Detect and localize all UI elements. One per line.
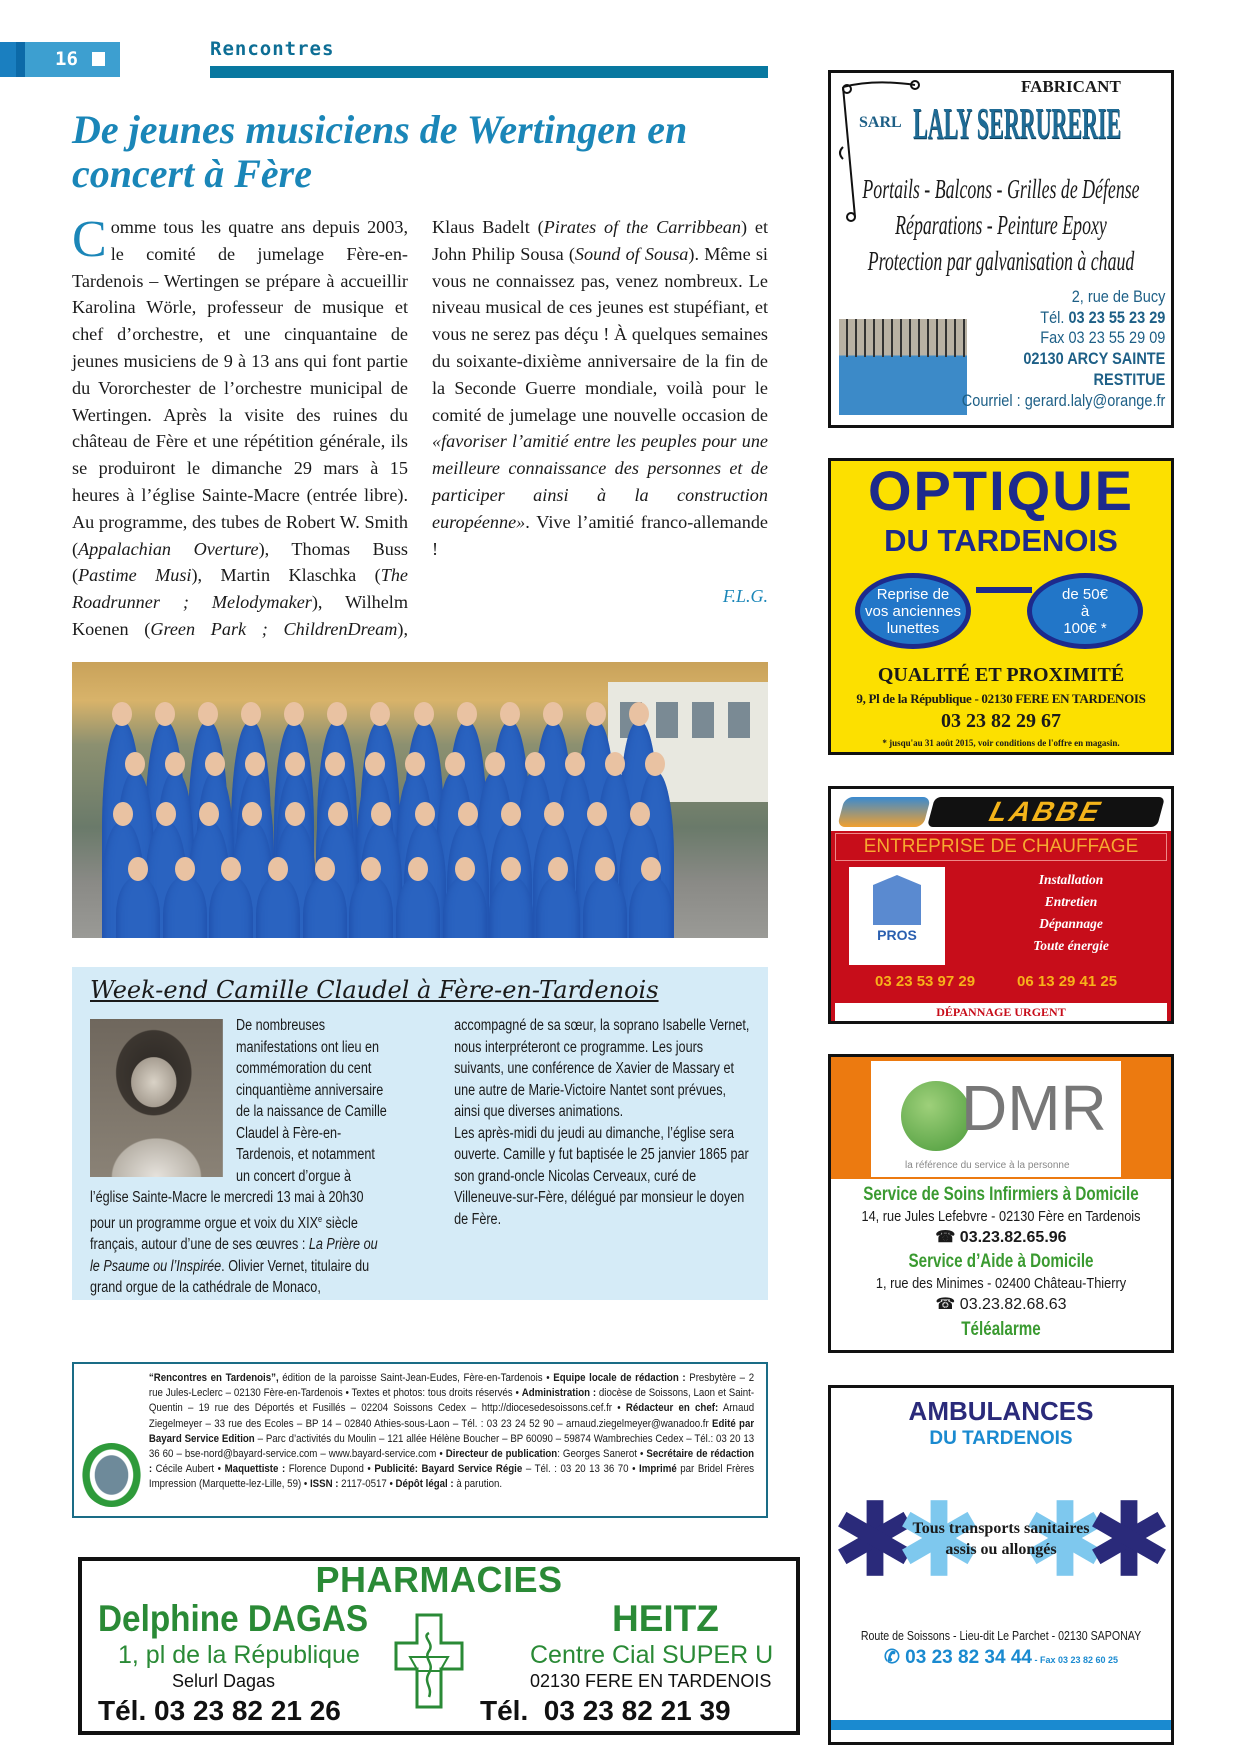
pros-performance-logo: PROS [849, 867, 945, 965]
city: 02130 ARCY SAINTE [1022, 350, 1165, 369]
service-item: Dépannage [1039, 916, 1103, 931]
text-segment: ), Klaus Badelt ( [397, 217, 544, 639]
phone-line [961, 308, 1165, 329]
pharmacy-phone: Tél. 03 23 82 21 26 [98, 1695, 341, 1726]
text-segment: 2117-0517 • [338, 1478, 396, 1491]
musician [536, 877, 580, 938]
text-segment: ), Thomas Buss ( [72, 538, 408, 586]
text-segment: ). Même si vous ne connaissez pas, venez nombreux. Le niveau musical de ces jeunes est stupéfiant, et vous ne serez pas déçu ! À quelques semaines du soixante-dixième anniversaire de la fin de la Seconde Guerre mondiale, voilà pour le comité de jumelage une nouvelle occasion de [432, 243, 768, 425]
tab-stripe [16, 42, 25, 77]
phone-number: 03.23.82.68.63 [959, 1296, 1067, 1313]
text-line: assis ou allongés [945, 1541, 1057, 1558]
pharmacy-name: Delphine DAGAS [98, 1598, 369, 1639]
text-segment: – Tél. : 03 20 13 36 70 • [522, 1463, 640, 1476]
email: Courriel : gerard.laly@orange.fr [961, 391, 1165, 410]
text-segment: Arnaud Ziegelmeyer – 33 rue des Ecoles – BP 14 – 02840 Athies-sous-Laon – Tél. : 03 23 24 52 90 – arnaud.ziegelmeyer@wanadoo.fr [148, 1402, 755, 1430]
ad-title: ENTREPRISE DE CHAUFFAGE [835, 833, 1167, 861]
ad-subtitle: DU TARDENOIS [929, 1428, 1073, 1449]
text-segment: ISSN : [309, 1478, 339, 1491]
service-line: Réparations - Peinture Epoxy [895, 210, 1107, 240]
text-segment: Les après-midi du jeudi au dimanche, l’église sera ouverte. Camille y fut baptisée le 25 janvier 1865 par son grand-oncle Nicolas Cerveaux, curé de Villeneuve-sur-Fère, délégué par monsieur le doyen de Fère. [454, 1124, 749, 1228]
text-segment: siècle français, autour d’une de ses œuvres : [90, 1214, 358, 1254]
phone: 03 23 53 97 29 [875, 973, 976, 990]
sarl-label: SARL [859, 114, 902, 131]
labbe-chauffage-ad [828, 786, 1174, 1024]
service-line: Portails - Balcons - Grilles de Défense [862, 174, 1140, 204]
fax: Fax 03 23 55 29 09 [1039, 329, 1165, 348]
admr-ad [828, 1054, 1174, 1353]
phone-icon: ✆ [883, 1647, 906, 1668]
musician [116, 877, 160, 938]
urgent-label: DÉPANNAGE URGENT [835, 1003, 1167, 1021]
tel-label: Tél. [1039, 308, 1065, 327]
pharmacy-phone: Tél. 03 23 82 21 39 [480, 1695, 731, 1726]
pharmacy-address: 1, pl de la République [118, 1641, 360, 1669]
text-segment: Sound of Sousa [574, 243, 689, 264]
text-segment: diocèse de Soissons, Laon et Saint-Quentin – 19 rue des Déportés et Fusillés – 02204 Soissons Cedex – http://diocesedesoissons.cef.fr • [148, 1387, 755, 1415]
logo-strip [831, 789, 1171, 831]
text-segment: Equipe locale de rédaction : [553, 1372, 686, 1384]
text-segment: Edité par Bayard Service Edition [148, 1417, 755, 1445]
decorative-bar [831, 1720, 1171, 1730]
text-segment: Directeur de publication [445, 1448, 558, 1461]
musician [396, 877, 440, 938]
text-segment: édition de la paroisse Saint-Jean-Eudes, Fère-en-Tardenois • [278, 1372, 554, 1384]
logo-tagline: la référence du service à la personne [905, 1160, 1070, 1171]
musician [583, 877, 627, 938]
ad-title: PHARMACIES [315, 1559, 563, 1600]
pharmacy-company: Selurl Dagas [172, 1671, 276, 1691]
tagline: QUALITÉ ET PROXIMITÉ [877, 664, 1125, 686]
phone-icon: ☎ [935, 1229, 960, 1246]
city: RESTITUE [1093, 370, 1165, 389]
page-number-tab [0, 42, 120, 77]
pharmacy-name: HEITZ [612, 1598, 719, 1639]
ad-subtitle: DU TARDENOIS [884, 523, 1118, 558]
diocese-logo [81, 1443, 142, 1507]
laly-serrurerie-ad [828, 70, 1174, 428]
phone-icon: ☎ [935, 1296, 960, 1313]
text-segment: Green Park ; ChildrenDream [150, 618, 398, 639]
camille-claudel-box [72, 967, 768, 1300]
page-number: 16 [55, 48, 78, 70]
lens-text: de 50€ [1062, 585, 1108, 603]
glasses-lens-right [1027, 573, 1143, 649]
phone: 06 13 29 41 25 [1017, 973, 1118, 990]
text-segment: Florence Dupond • [285, 1463, 375, 1476]
address: 9, Pl de la République - 02130 FERE EN TARDENOIS [856, 691, 1146, 706]
labbe-logo: LABBE [927, 797, 1165, 827]
pharmacy-address: Centre Cial SUPER U [530, 1641, 774, 1669]
section-bar [210, 66, 768, 78]
logo-text: DMR [961, 1072, 1107, 1144]
service-item: Entretien [1044, 894, 1098, 909]
text-segment: Rédacteur en chef: [625, 1402, 719, 1415]
contact-block [961, 287, 1165, 411]
service-item: Installation [1038, 872, 1104, 887]
ambulances-ad [828, 1385, 1174, 1745]
fax: - Fax 03 23 82 60 25 [1031, 1655, 1119, 1665]
text-segment: Administration : [521, 1387, 597, 1400]
article-signature: F.L.G. [722, 586, 768, 607]
phone [831, 1295, 1171, 1315]
lens-text: vos anciennes [865, 602, 961, 620]
lens-text: 100€ * [1063, 619, 1107, 637]
service-line: Protection par galvanisation à chaud [867, 246, 1135, 276]
phone: 03 23 82 29 67 [941, 710, 1061, 732]
text-segment: ), Martin Klaschka ( [191, 565, 381, 586]
square-icon [92, 52, 105, 66]
phone [831, 1228, 1171, 1248]
publication-credits [72, 1362, 768, 1518]
fabricant-label: FABRICANT [1021, 77, 1121, 96]
address: 14, rue Jules Lefebvre - 02130 Fère en Tardenois [861, 1208, 1141, 1225]
text-segment: ), Wilhelm Koenen ( [72, 592, 408, 639]
text-segment: «favoriser l’amitié entre les peuples pour une meilleure connaissance des personnes et de participer ainsi à la construction européenne» [432, 431, 768, 532]
text-segment: : Georges Sanerot • [557, 1448, 647, 1461]
glasses-bridge [976, 587, 1032, 593]
text-segment: Secrétaire de rédaction : [148, 1448, 755, 1476]
text-segment: par Bridel Frères Impression (Marquette-lez-Lille, 59) • [148, 1463, 755, 1491]
text-segment: The Roadrunner ; Melodymaker [72, 565, 408, 613]
text-segment: e [317, 1213, 323, 1224]
text-segment: . Vive l’amitié franco-allemande ! [432, 511, 768, 559]
lens-text: lunettes [886, 619, 940, 637]
text-segment: De nombreuses manifestations ont lieu en commémoration du cent cinquantième anniversaire de la naissance de Camille Claudel à Fère-en-Tardenois, et notamment un concert d’orgue à l’église Sainte-Macre le mercredi 13 mai à 20h30 pour un programme orgue et voix du XIX [90, 1017, 387, 1232]
text-segment: Presbytère – 2 rue Jules-Leclerc – 02130 Fère-en-Tardenois • Textes et photos: tous droits réservés • [148, 1372, 755, 1400]
text-segment: Maquettiste : [224, 1463, 286, 1476]
company-name: LALY SERRURERIE [913, 99, 1122, 148]
article-body [72, 211, 768, 654]
service-title: Téléalarme [961, 1319, 1041, 1340]
pharmacy-cross-icon [394, 1613, 464, 1709]
text-segment: “Rencontres en Tardenois”, [148, 1372, 279, 1384]
musician [443, 877, 487, 938]
text-segment: Imprimé [639, 1463, 677, 1476]
box-title: Week-end Camille Claudel à Fère-en-Tardenois [90, 976, 659, 1004]
tab-stripe [0, 42, 16, 77]
text-segment: La Prière ou le Psaume ou l’Inspirée [90, 1236, 378, 1275]
admr-logo [871, 1061, 1121, 1177]
text-segment: omme tous les quatre ans depuis 2003, le comité de jumelage Fère-en-Tardenois – Wertingen se prépare à accueillir Karolina Wörle, professeur de musique et chef d’orchestre, et une cinquantaine de jeunes musiciens de 9 à 13 ans qui font partie du Vororchester de l’orchestre municipal de Wertingen. Après la visite des ruines du château de Fère et une répétition générale, ils se produiront le dimanche 29 mars à 15 heures à l’église Sainte-Macre (entrée libre). Au programme, des tubes de Robert W. Smith ( [72, 217, 408, 559]
gate-photo [839, 319, 967, 415]
box-body-wrapper [90, 1015, 754, 1299]
drop-cap: C [72, 211, 107, 268]
credits-text [86, 1371, 754, 1507]
phone-number: 03 23 82 34 44 [905, 1647, 1032, 1668]
musician [303, 877, 347, 938]
address: Route de Soissons - Lieu-dit Le Parchet - 02130 SAPONAY [860, 1629, 1142, 1643]
ad-title: AMBULANCES [908, 1396, 1094, 1426]
service-item: Toute énergie [1033, 938, 1109, 953]
text-segment: . Olivier Vernet, titulaire du grand orgue de la cathédrale de Monaco, accompagné de sa sœur, la soprano Isabelle Vernet, nous interpréteront ce programme. Les jours suivants, une conférence de Xavier de Massary et une autre de Marie-Victoire Nantet sont prévues, ainsi que diverses animations. [90, 1017, 750, 1297]
text-segment: Cécile Aubert • [152, 1463, 225, 1476]
phone [831, 1646, 1171, 1672]
text-segment: Dépôt légal : [395, 1478, 454, 1491]
text-segment: Publicité: Bayard Service Régie [374, 1463, 523, 1476]
service-title: Service de Soins Infirmiers à Domicile [863, 1184, 1139, 1205]
address: 1, rue des Minimes - 02400 Château-Thierry [875, 1275, 1127, 1292]
article-title: De jeunes musiciens de Wertingen en concert à Fère [72, 107, 688, 196]
lens-text: à [1080, 602, 1090, 620]
phone-number: 03.23.82.65.96 [959, 1229, 1067, 1246]
text-segment: Appalachian Overture [78, 538, 259, 559]
text-segment: Pastime Musi [78, 565, 192, 586]
section-title: Rencontres [210, 38, 335, 60]
text-segment: à parution. [453, 1478, 503, 1491]
phone: 03 23 55 23 29 [1068, 308, 1165, 327]
text-segment: ) et John Philip Sousa ( [432, 217, 768, 264]
text-line: Tous transports sanitaires [912, 1520, 1090, 1537]
ad-title: OPTIQUE [867, 459, 1135, 522]
orchestra-photo [72, 662, 768, 938]
box-body [90, 1015, 754, 1299]
optique-tardenois-ad [828, 458, 1174, 755]
ad-text [831, 1518, 1171, 1560]
pharmacies-ad [78, 1557, 800, 1735]
camille-claudel-portrait [90, 1019, 223, 1177]
text-segment: – Parc d’activités du Moulin – 121 allée Hélène Boucher – BP 60090 – 59874 Wambrechies Cedex – Tél.: 03 20 13 36 60 – bse-nord@bayard-service.com – www.bayard-service.com • [148, 1432, 755, 1461]
pharmacy-city: 02130 FERE EN TARDENOIS [530, 1671, 772, 1691]
lens-text: Reprise de [876, 585, 950, 603]
footnote: * jusqu'au 31 août 2015, voir conditions de l'offre en magasin. [882, 738, 1120, 748]
service-title: Service d’Aide à Domicile [908, 1251, 1094, 1272]
address: 2, rue de Bucy [1071, 288, 1165, 306]
musician [163, 877, 207, 938]
musician [256, 877, 300, 938]
text-segment: Pirates of the Carribbean [543, 217, 741, 237]
logo-band [831, 1057, 1171, 1179]
logo-swoosh-icon [837, 797, 931, 827]
glasses-lens-left [855, 573, 971, 649]
